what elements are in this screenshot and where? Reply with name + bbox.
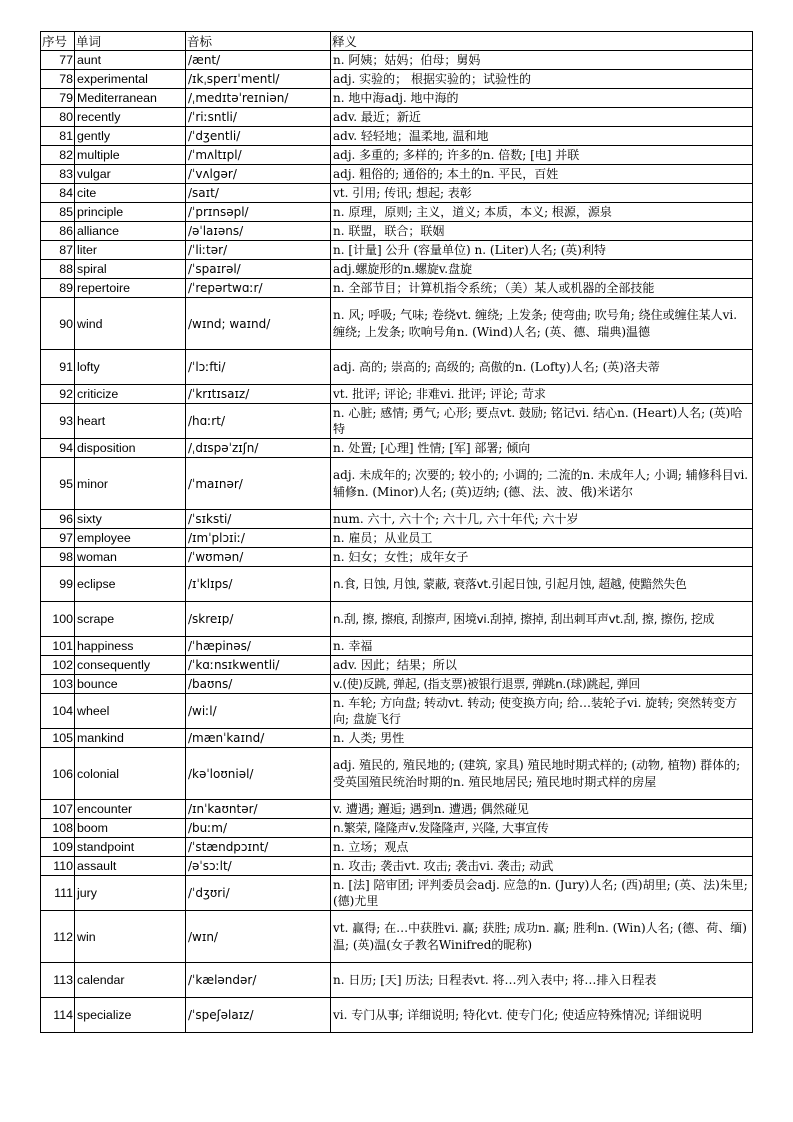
cell-definition: vt. 赢得; 在…中获胜vi. 赢; 获胜; 成功n. 赢; 胜利n. (Win)人名; (德、荷、缅)温; (英)温(女子教名Winifred的昵称) [331, 911, 753, 963]
cell-phonetic: /wɪn/ [186, 911, 331, 963]
cell-definition: n. [法] 陪审团; 评判委员会adj. 应急的n. (Jury)人名; (西)胡里; (英、法)朱里; (德)尤里 [331, 876, 753, 911]
cell-word: mankind [75, 729, 186, 748]
header-definition: 释义 [331, 32, 753, 51]
cell-definition: n. 人类; 男性 [331, 729, 753, 748]
cell-definition: n.繁荣, 隆隆声v.发隆隆声, 兴隆, 大事宣传 [331, 819, 753, 838]
cell-phonetic: /ˈdʒʊri/ [186, 876, 331, 911]
cell-index: 83 [41, 165, 75, 184]
table-row [41, 146, 753, 165]
cell-definition: n. 攻击; 袭击vt. 攻击; 袭击vi. 袭击; 动武 [331, 857, 753, 876]
cell-phonetic: /ˈlɔːfti/ [186, 350, 331, 385]
cell-index: 91 [41, 350, 75, 385]
table-row [41, 89, 753, 108]
cell-word: disposition [75, 439, 186, 458]
table-row [41, 385, 753, 404]
table-row [41, 108, 753, 127]
cell-index: 81 [41, 127, 75, 146]
cell-index: 103 [41, 675, 75, 694]
cell-word: calendar [75, 963, 186, 998]
cell-phonetic: /ˈspeʃəlaɪz/ [186, 998, 331, 1033]
header-row [41, 32, 753, 51]
table-row [41, 963, 753, 998]
cell-phonetic: /ˌmedɪtəˈreɪniən/ [186, 89, 331, 108]
cell-definition: vi. 专门从事; 详细说明; 特化vt. 使专门化; 使适应特殊情况; 详细说明 [331, 998, 753, 1033]
cell-definition: vt. 批评; 评论; 非难vi. 批评; 评论; 苛求 [331, 385, 753, 404]
table-row [41, 184, 753, 203]
cell-phonetic: /ˈriːsntli/ [186, 108, 331, 127]
cell-definition: n. 心脏; 感情; 勇气; 心形; 要点vt. 鼓励; 铭记vi. 结心n. (Heart)人名; (英)哈特 [331, 404, 753, 439]
cell-phonetic: /kəˈloʊniəl/ [186, 748, 331, 800]
cell-word: cite [75, 184, 186, 203]
table-row [41, 127, 753, 146]
cell-index: 98 [41, 548, 75, 567]
cell-word: vulgar [75, 165, 186, 184]
table-row [41, 260, 753, 279]
cell-index: 94 [41, 439, 75, 458]
cell-word: wheel [75, 694, 186, 729]
cell-index: 77 [41, 51, 75, 70]
cell-index: 112 [41, 911, 75, 963]
cell-word: experimental [75, 70, 186, 89]
cell-index: 99 [41, 567, 75, 602]
cell-phonetic: /hɑːrt/ [186, 404, 331, 439]
cell-word: Mediterranean [75, 89, 186, 108]
cell-word: liter [75, 241, 186, 260]
cell-definition: adj.螺旋形的n.螺旋v.盘旋 [331, 260, 753, 279]
table-row [41, 529, 753, 548]
cell-index: 88 [41, 260, 75, 279]
cell-phonetic: /ˈsɪksti/ [186, 510, 331, 529]
table-row [41, 222, 753, 241]
cell-phonetic: /əˈlaɪəns/ [186, 222, 331, 241]
cell-definition: adj. 殖民的, 殖民地的; (建筑, 家具) 殖民地时期式样的; (动物, 植物) 群体的; 受英国殖民统治时期的n. 殖民地居民; 殖民地时期式样的房屋 [331, 748, 753, 800]
cell-index: 108 [41, 819, 75, 838]
cell-definition: adj. 未成年的; 次要的; 较小的; 小调的; 二流的n. 未成年人; 小调; 辅修科目vi. 辅修n. (Minor)人名; (英)迈纳; (德、法、波、俄)米诺尔 [331, 458, 753, 510]
cell-index: 110 [41, 857, 75, 876]
cell-index: 111 [41, 876, 75, 911]
table-row [41, 548, 753, 567]
cell-definition: n. 原理，原则; 主义，道义; 本质，本义; 根源，源泉 [331, 203, 753, 222]
cell-word: assault [75, 857, 186, 876]
cell-definition: n. 幸福 [331, 637, 753, 656]
cell-index: 102 [41, 656, 75, 675]
cell-word: encounter [75, 800, 186, 819]
cell-index: 93 [41, 404, 75, 439]
cell-index: 95 [41, 458, 75, 510]
vocabulary-table [40, 31, 753, 1033]
cell-phonetic: /ɪkˌsperɪˈmentl/ [186, 70, 331, 89]
table-row [41, 602, 753, 637]
cell-word: minor [75, 458, 186, 510]
cell-phonetic: /ɪˈklɪps/ [186, 567, 331, 602]
cell-phonetic: /ˈdʒentli/ [186, 127, 331, 146]
table-row [41, 203, 753, 222]
cell-index: 82 [41, 146, 75, 165]
cell-word: criticize [75, 385, 186, 404]
table-row [41, 998, 753, 1033]
cell-definition: adj. 多重的; 多样的; 许多的n. 倍数; [电] 并联 [331, 146, 753, 165]
table-row [41, 241, 753, 260]
cell-definition: n.食, 日蚀, 月蚀, 蒙蔽, 衰落vt.引起日蚀, 引起月蚀, 超越, 使黯然失色 [331, 567, 753, 602]
cell-phonetic: /ænt/ [186, 51, 331, 70]
cell-phonetic: /ˈmʌltɪpl/ [186, 146, 331, 165]
cell-index: 90 [41, 298, 75, 350]
cell-index: 106 [41, 748, 75, 800]
cell-word: happiness [75, 637, 186, 656]
header-index: 序号 [41, 32, 75, 51]
cell-phonetic: /ˈprɪnsəpl/ [186, 203, 331, 222]
cell-definition: n. 妇女；女性；成年女子 [331, 548, 753, 567]
cell-word: wind [75, 298, 186, 350]
cell-word: eclipse [75, 567, 186, 602]
table-row [41, 458, 753, 510]
table-row [41, 510, 753, 529]
cell-word: win [75, 911, 186, 963]
table-row [41, 675, 753, 694]
cell-index: 87 [41, 241, 75, 260]
cell-index: 97 [41, 529, 75, 548]
cell-word: alliance [75, 222, 186, 241]
table-row [41, 637, 753, 656]
cell-phonetic: /baʊns/ [186, 675, 331, 694]
header-phonetic: 音标 [186, 32, 331, 51]
cell-word: consequently [75, 656, 186, 675]
cell-word: colonial [75, 748, 186, 800]
table-row [41, 404, 753, 439]
cell-word: woman [75, 548, 186, 567]
cell-word: scrape [75, 602, 186, 637]
cell-definition: v.(使)反跳, 弹起, (指支票)被银行退票, 弹跳n.(球)跳起, 弹回 [331, 675, 753, 694]
cell-index: 85 [41, 203, 75, 222]
cell-definition: adv. 轻轻地；温柔地, 温和地 [331, 127, 753, 146]
cell-definition: n. 日历; [天] 历法; 日程表vt. 将…列入表中; 将…排入日程表 [331, 963, 753, 998]
cell-phonetic: /ˈspaɪrəl/ [186, 260, 331, 279]
cell-phonetic: /ˈvʌlgər/ [186, 165, 331, 184]
cell-word: lofty [75, 350, 186, 385]
table-row [41, 567, 753, 602]
cell-definition: adj. 高的; 崇高的; 高级的; 高傲的n. (Lofty)人名; (英)洛夫蒂 [331, 350, 753, 385]
cell-phonetic: /ˈkɑːnsɪkwentli/ [186, 656, 331, 675]
cell-definition: n. 全部节目；计算机指令系统；（美）某人或机器的全部技能 [331, 279, 753, 298]
table-row [41, 857, 753, 876]
cell-word: boom [75, 819, 186, 838]
table-row [41, 800, 753, 819]
cell-word: sixty [75, 510, 186, 529]
cell-index: 84 [41, 184, 75, 203]
cell-phonetic: /saɪt/ [186, 184, 331, 203]
cell-definition: n. 车轮; 方向盘; 转动vt. 转动; 使变换方向; 给…装轮子vi. 旋转; 突然转变方向; 盘旋飞行 [331, 694, 753, 729]
cell-word: employee [75, 529, 186, 548]
table-row [41, 729, 753, 748]
cell-phonetic: /ˈliːtər/ [186, 241, 331, 260]
table-row [41, 656, 753, 675]
table-row [41, 51, 753, 70]
cell-definition: n. 地中海adj. 地中海的 [331, 89, 753, 108]
cell-word: heart [75, 404, 186, 439]
cell-index: 89 [41, 279, 75, 298]
table-row [41, 694, 753, 729]
cell-definition: n.刮, 擦, 擦痕, 刮擦声, 困境vi.刮掉, 擦掉, 刮出刺耳声vt.刮, 擦, 擦伤, 挖成 [331, 602, 753, 637]
cell-index: 109 [41, 838, 75, 857]
cell-index: 78 [41, 70, 75, 89]
cell-phonetic: /mænˈkaɪnd/ [186, 729, 331, 748]
table-row [41, 165, 753, 184]
cell-definition: num. 六十, 六十个; 六十几, 六十年代; 六十岁 [331, 510, 753, 529]
cell-word: gently [75, 127, 186, 146]
cell-index: 113 [41, 963, 75, 998]
cell-definition: n. 阿姨；姑妈；伯母；舅妈 [331, 51, 753, 70]
cell-index: 86 [41, 222, 75, 241]
cell-word: spiral [75, 260, 186, 279]
cell-definition: n. 处置; [心理] 性情; [军] 部署; 倾向 [331, 439, 753, 458]
cell-phonetic: /buːm/ [186, 819, 331, 838]
cell-word: bounce [75, 675, 186, 694]
cell-phonetic: /ˈrepərtwɑːr/ [186, 279, 331, 298]
cell-word: jury [75, 876, 186, 911]
cell-word: recently [75, 108, 186, 127]
cell-phonetic: /ˌdɪspəˈzɪʃn/ [186, 439, 331, 458]
cell-word: aunt [75, 51, 186, 70]
cell-phonetic: /skreɪp/ [186, 602, 331, 637]
cell-phonetic: /wɪnd; waɪnd/ [186, 298, 331, 350]
cell-index: 107 [41, 800, 75, 819]
cell-phonetic: /ɪnˈkaʊntər/ [186, 800, 331, 819]
cell-word: multiple [75, 146, 186, 165]
cell-phonetic: /ˈkæləndər/ [186, 963, 331, 998]
cell-index: 96 [41, 510, 75, 529]
cell-phonetic: /ˈkrɪtɪsaɪz/ [186, 385, 331, 404]
cell-definition: vt. 引用; 传讯; 想起; 表彰 [331, 184, 753, 203]
table-row [41, 350, 753, 385]
cell-index: 80 [41, 108, 75, 127]
cell-word: specialize [75, 998, 186, 1033]
header-word: 单词 [75, 32, 186, 51]
cell-phonetic: /ˈhæpinəs/ [186, 637, 331, 656]
table-row [41, 439, 753, 458]
table-row [41, 279, 753, 298]
table-row [41, 819, 753, 838]
cell-definition: n. 联盟，联合；联姻 [331, 222, 753, 241]
cell-definition: n. 风; 呼吸; 气味; 卷绕vt. 缠绕; 上发条; 使弯曲; 吹号角; 绕住或缠住某人vi. 缠绕; 上发条; 吹响号角n. (Wind)人名; (英、德、瑞典)温德 [331, 298, 753, 350]
cell-word: standpoint [75, 838, 186, 857]
cell-phonetic: /ˈwʊmən/ [186, 548, 331, 567]
cell-phonetic: /ˈmaɪnər/ [186, 458, 331, 510]
cell-definition: adj. 粗俗的; 通俗的; 本土的n. 平民，百姓 [331, 165, 753, 184]
cell-definition: adj. 实验的； 根据实验的；试验性的 [331, 70, 753, 89]
cell-phonetic: /ˈstændpɔɪnt/ [186, 838, 331, 857]
table-row [41, 911, 753, 963]
cell-definition: n. [计量] 公升 (容量单位) n. (Liter)人名; (英)利特 [331, 241, 753, 260]
cell-phonetic: /wiːl/ [186, 694, 331, 729]
cell-definition: adv. 因此；结果；所以 [331, 656, 753, 675]
cell-phonetic: /ɪmˈplɔɪiː/ [186, 529, 331, 548]
table-row [41, 876, 753, 911]
cell-index: 105 [41, 729, 75, 748]
table-row [41, 70, 753, 89]
table-row [41, 748, 753, 800]
table-row [41, 298, 753, 350]
cell-definition: v. 遭遇; 邂逅; 遇到n. 遭遇; 偶然碰见 [331, 800, 753, 819]
cell-index: 100 [41, 602, 75, 637]
cell-index: 104 [41, 694, 75, 729]
cell-word: repertoire [75, 279, 186, 298]
cell-word: principle [75, 203, 186, 222]
cell-index: 101 [41, 637, 75, 656]
cell-definition: adv. 最近；新近 [331, 108, 753, 127]
cell-index: 79 [41, 89, 75, 108]
cell-index: 114 [41, 998, 75, 1033]
cell-index: 92 [41, 385, 75, 404]
cell-definition: n. 立场；观点 [331, 838, 753, 857]
cell-phonetic: /əˈsɔːlt/ [186, 857, 331, 876]
cell-definition: n. 雇员；从业员工 [331, 529, 753, 548]
table-row [41, 838, 753, 857]
